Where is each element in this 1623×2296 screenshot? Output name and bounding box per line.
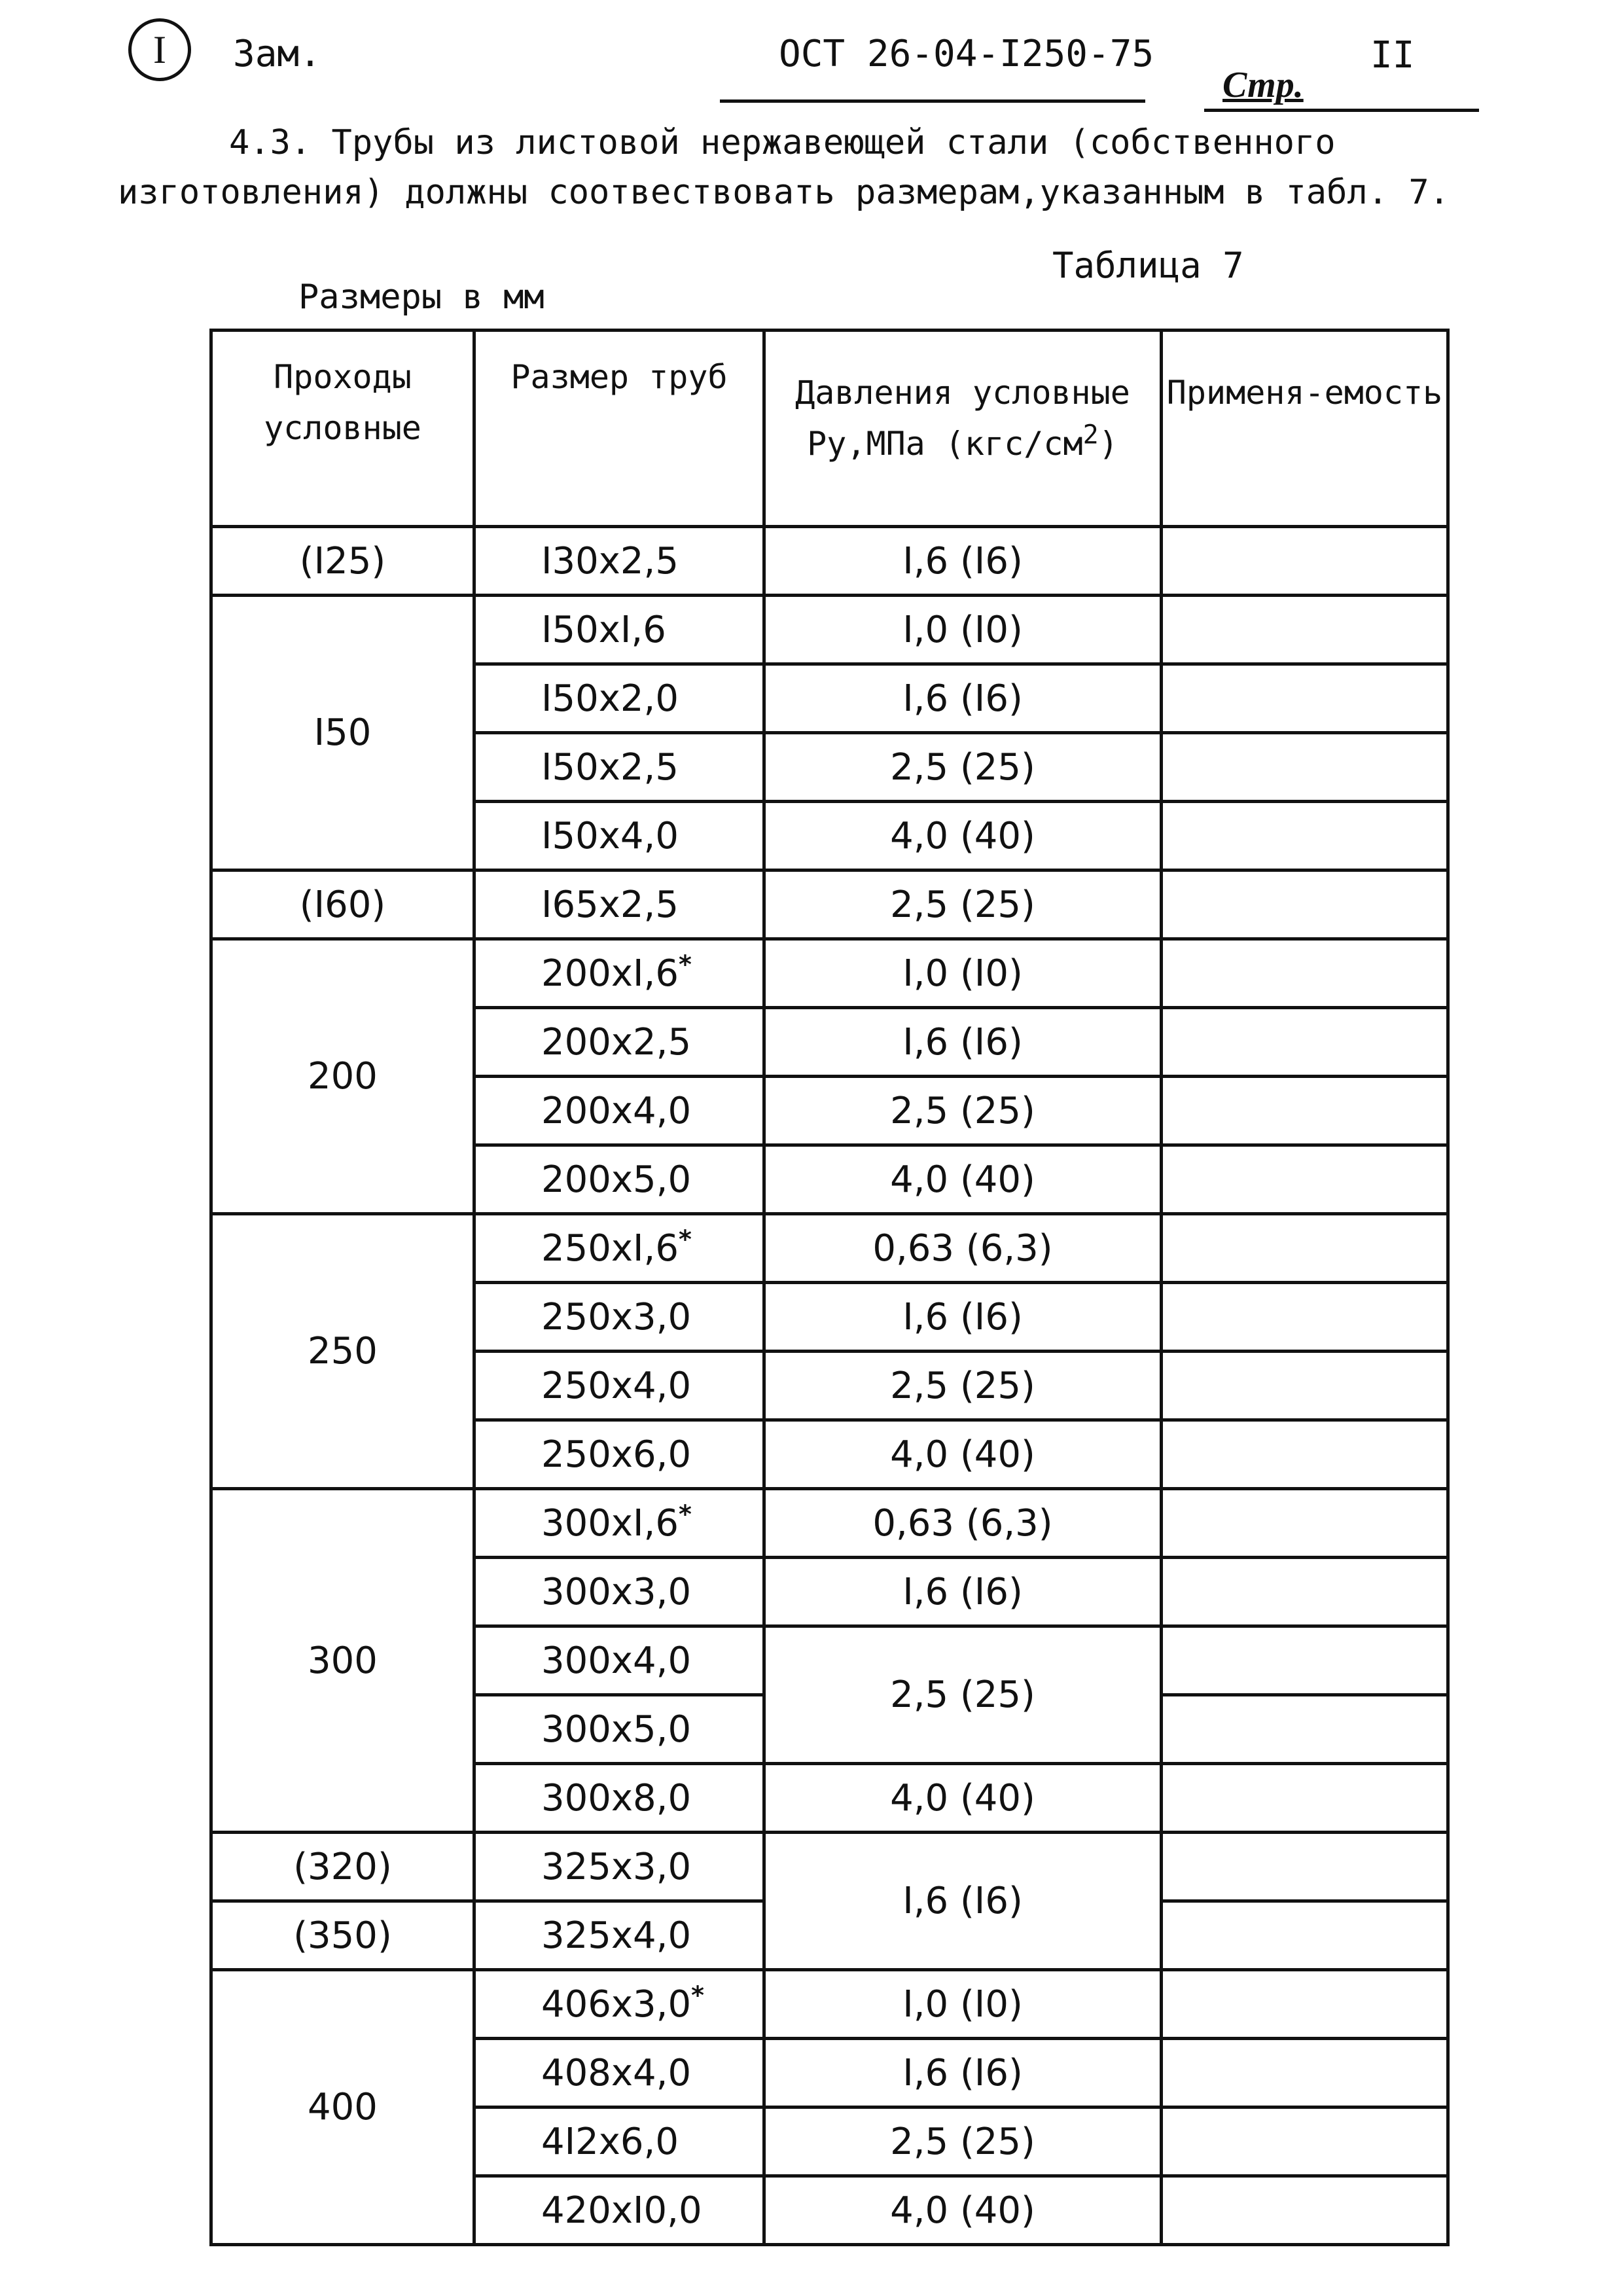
section-paragraph (118, 118, 1505, 217)
cell-pressure: 4,0 (40) (764, 1420, 1162, 1489)
cell-size: 250x6,0 (474, 1420, 764, 1489)
cell-pressure: I,6 (I6) (764, 1833, 1162, 1970)
cell-size: I65x2,5 (474, 870, 764, 939)
cell-pressure: 2,5 (25) (764, 1352, 1162, 1420)
cell-applicability (1162, 1077, 1448, 1145)
footnote-star: * (678, 1499, 692, 1528)
cell-pressure: I,6 (I6) (764, 664, 1162, 733)
cell-pressure: 2,5 (25) (764, 870, 1162, 939)
cell-applicability (1162, 1214, 1448, 1283)
cell-pressure: I,0 (I0) (764, 939, 1162, 1008)
cell-applicability (1162, 664, 1448, 733)
cell-passage: (I25) (211, 527, 474, 596)
cell-applicability (1162, 1145, 1448, 1214)
table-row (211, 1833, 1448, 1901)
cell-pressure: I,6 (I6) (764, 1008, 1162, 1077)
table-row (211, 596, 1448, 664)
cell-pressure: 4,0 (40) (764, 1764, 1162, 1833)
col-header-size: Размер труб (474, 331, 764, 527)
cell-applicability (1162, 1833, 1448, 1901)
cell-pressure: 4,0 (40) (764, 802, 1162, 870)
cell-applicability (1162, 1283, 1448, 1352)
cell-size: 200x5,0 (474, 1145, 764, 1214)
cell-applicability (1162, 2039, 1448, 2108)
cell-pressure: 2,5 (25) (764, 2108, 1162, 2176)
change-number-circle (128, 18, 191, 81)
cell-size: 250xI,6* (474, 1214, 764, 1283)
cell-pressure: I,0 (I0) (764, 596, 1162, 664)
cell-passage: 250 (211, 1214, 474, 1489)
cell-pressure: 2,5 (25) (764, 1077, 1162, 1145)
cell-applicability (1162, 802, 1448, 870)
footnote-star: * (678, 949, 692, 978)
cell-applicability (1162, 1970, 1448, 2039)
cell-size: 300x3,0 (474, 1558, 764, 1626)
cell-pressure: 4,0 (40) (764, 1145, 1162, 1214)
cell-pressure: I,6 (I6) (764, 1283, 1162, 1352)
cell-size: 200x2,5 (474, 1008, 764, 1077)
cell-pressure: 4,0 (40) (764, 2176, 1162, 2245)
cell-applicability (1162, 1420, 1448, 1489)
col-header-applicability: Применя-емость (1162, 331, 1448, 527)
cell-pressure: I,0 (I0) (764, 1970, 1162, 2039)
cell-pressure: 2,5 (25) (764, 733, 1162, 802)
cell-applicability (1162, 1352, 1448, 1420)
standard-underline (720, 99, 1145, 103)
cell-size: 300x4,0 (474, 1626, 764, 1695)
footnote-star: * (691, 1980, 704, 2009)
cell-size: 200x4,0 (474, 1077, 764, 1145)
cell-passage: I50 (211, 596, 474, 870)
col-header-pressure: Давления условные Ру,МПа $(кгс/см^2)$ (764, 331, 1162, 527)
table-row (211, 870, 1448, 939)
pipe-sizes-table (209, 329, 1450, 2246)
footnote-star: * (678, 1224, 692, 1253)
cell-applicability (1162, 1489, 1448, 1558)
cell-applicability (1162, 733, 1448, 802)
cell-size: 420xI0,0 (474, 2176, 764, 2245)
page-stamp: Стр. (1222, 65, 1304, 105)
cell-applicability (1162, 870, 1448, 939)
page-number: II (1370, 34, 1415, 77)
cell-size: 300x5,0 (474, 1695, 764, 1764)
cell-size: 325x4,0 (474, 1901, 764, 1970)
cell-applicability (1162, 596, 1448, 664)
change-label: Зам. (233, 33, 321, 75)
cell-passage: 200 (211, 939, 474, 1214)
units-note: Размеры в мм (298, 278, 544, 317)
cell-size: 250x4,0 (474, 1352, 764, 1420)
cell-size: 406x3,0* (474, 1970, 764, 2039)
cell-size: 300xI,6* (474, 1489, 764, 1558)
cell-applicability (1162, 1764, 1448, 1833)
cell-size: I50x2,0 (474, 664, 764, 733)
table-header-row (211, 331, 1448, 527)
cell-applicability (1162, 1558, 1448, 1626)
cell-applicability (1162, 1008, 1448, 1077)
cell-size: 200xI,6* (474, 939, 764, 1008)
cell-size: 4I2x6,0 (474, 2108, 764, 2176)
cell-passage: (320) (211, 1833, 474, 1901)
paragraph-text: 4.3. Трубы из листовой нержавеющей стали (собственного изготовления) должны соотвествовать размерам,указанным в табл. 7. (118, 123, 1450, 212)
cell-pressure: I,6 (I6) (764, 1558, 1162, 1626)
cell-applicability (1162, 939, 1448, 1008)
cell-applicability (1162, 1901, 1448, 1970)
cell-pressure: I,6 (I6) (764, 2039, 1162, 2108)
cell-applicability (1162, 1695, 1448, 1764)
table-row (211, 1214, 1448, 1283)
cell-pressure: 0,63 (6,3) (764, 1214, 1162, 1283)
cell-applicability (1162, 2108, 1448, 2176)
cell-pressure: 0,63 (6,3) (764, 1489, 1162, 1558)
cell-size: I50xI,6 (474, 596, 764, 664)
table-caption: Таблица 7 (1052, 245, 1244, 286)
change-number: I (153, 27, 166, 71)
table-row (211, 527, 1448, 596)
cell-size: 300x8,0 (474, 1764, 764, 1833)
cell-passage: 400 (211, 1970, 474, 2245)
cell-pressure: 2,5 (25) (764, 1626, 1162, 1764)
cell-size: I50x4,0 (474, 802, 764, 870)
table-row (211, 1489, 1448, 1558)
page-underline (1204, 109, 1479, 112)
cell-size: 325x3,0 (474, 1833, 764, 1901)
standard-number: ОСТ 26-04-I250-75 (779, 33, 1154, 75)
cell-applicability (1162, 527, 1448, 596)
cell-applicability (1162, 1626, 1448, 1695)
cell-size: 408x4,0 (474, 2039, 764, 2108)
table-row (211, 939, 1448, 1008)
col-header-passage: Проходы условные (211, 331, 474, 527)
cell-passage: (350) (211, 1901, 474, 1970)
cell-size: I50x2,5 (474, 733, 764, 802)
cell-passage: (I60) (211, 870, 474, 939)
cell-pressure: I,6 (I6) (764, 527, 1162, 596)
cell-size: I30x2,5 (474, 527, 764, 596)
cell-size: 250x3,0 (474, 1283, 764, 1352)
cell-applicability (1162, 2176, 1448, 2245)
cell-passage: 300 (211, 1489, 474, 1833)
table-row (211, 1970, 1448, 2039)
